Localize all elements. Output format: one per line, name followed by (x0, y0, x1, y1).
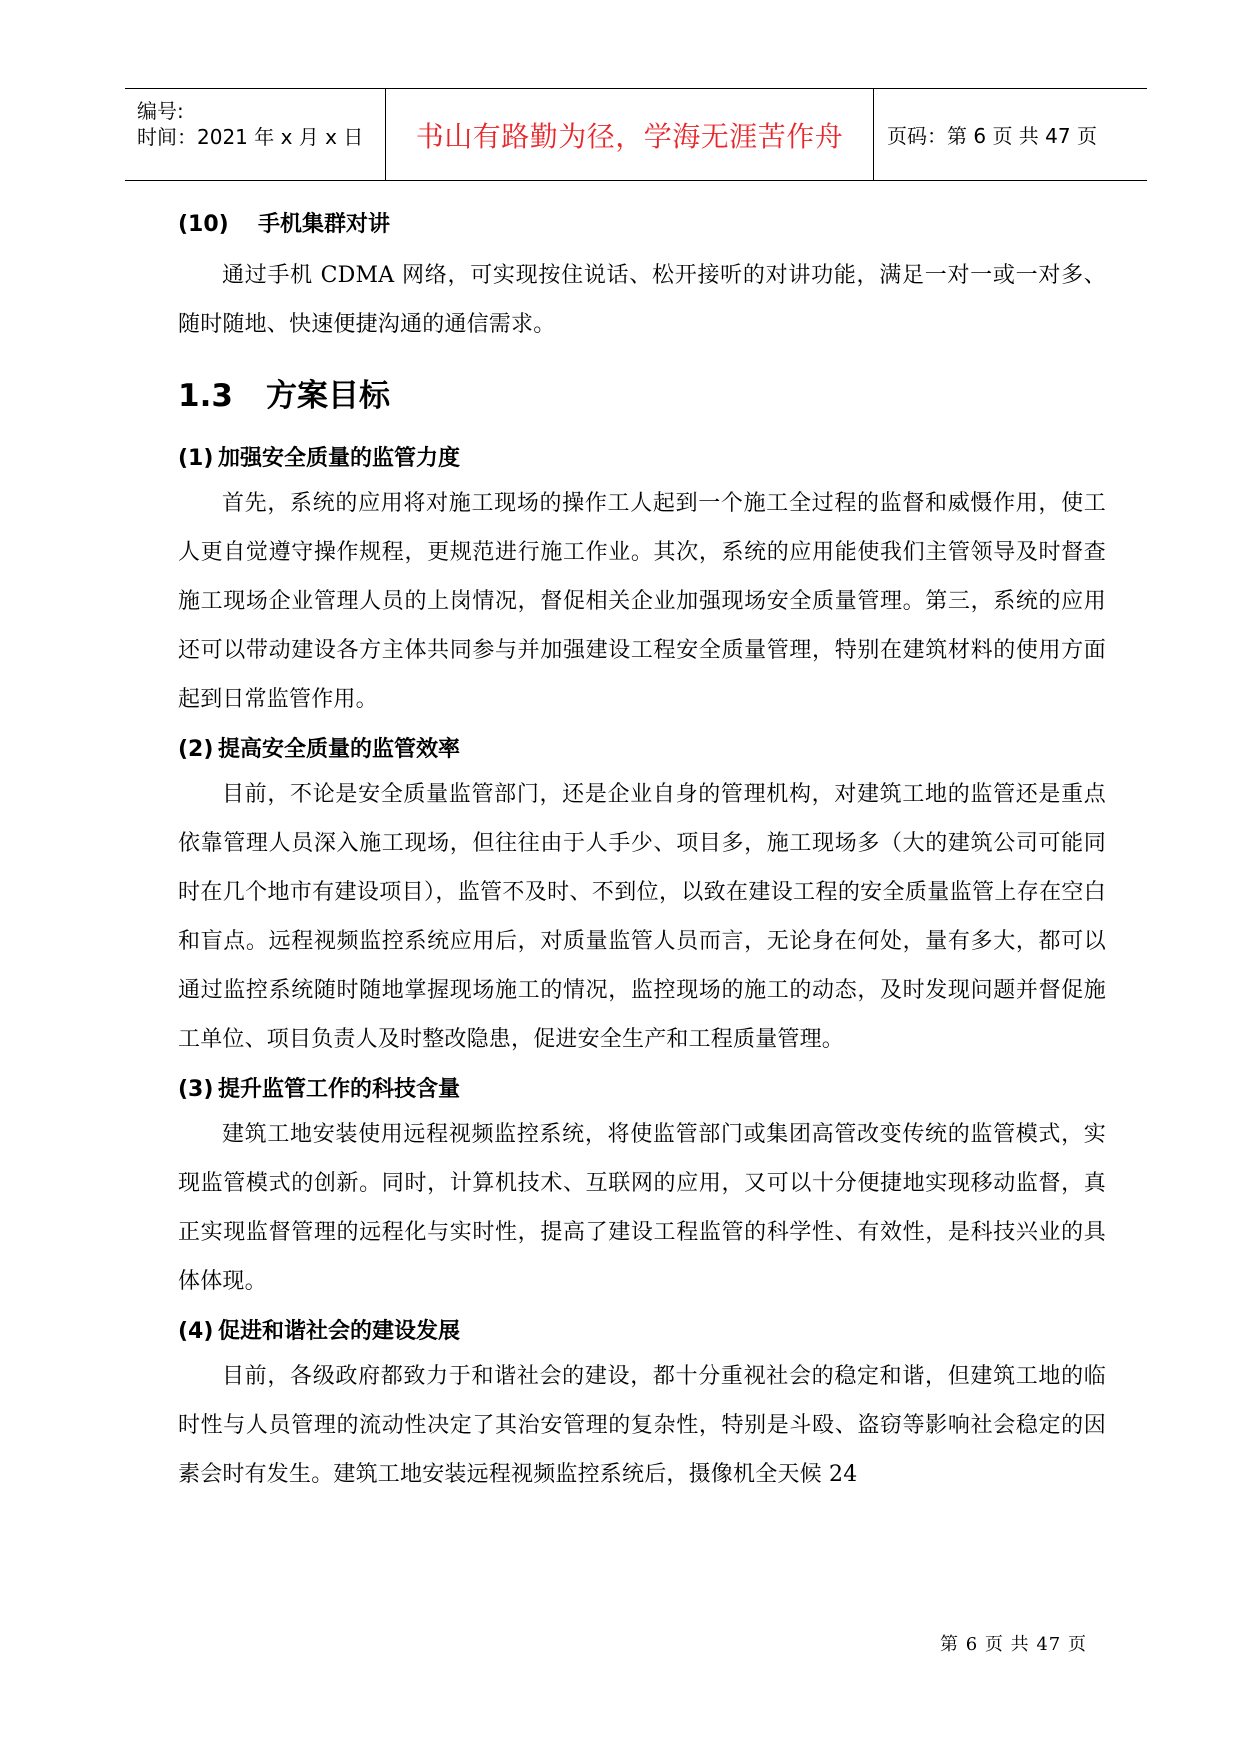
section-title: 加强安全质量的监管力度 (218, 446, 461, 471)
section-heading (178, 1312, 1106, 1352)
section-body: 通过手机 CDMA 网络，可实现按住说话、松开接听的对讲功能，满足一对一或一对多、随时随地、快速便捷沟通的通信需求。 (178, 263, 1106, 337)
section-heading (178, 439, 1106, 479)
section-number: (10) (178, 212, 229, 237)
section-number: (4) (178, 1319, 214, 1344)
chapter-heading (178, 373, 1106, 419)
section-title: 促进和谐社会的建设发展 (218, 1319, 461, 1344)
section-body: 建筑工地安装使用远程视频监控系统，将使监管部门或集团高管改变传统的监管模式，实现监管模式的创新。同时，计算机技术、互联网的应用，又可以十分便捷地实现移动监督，真正实现监督管理的远程化与实时性，提高了建设工程监管的科学性、有效性，是科技兴业的具体体现。 (178, 1122, 1106, 1294)
header-page-info: 页码：第 6 页 共 47 页 (887, 124, 1097, 148)
chapter-title: 方案目标 (266, 378, 390, 414)
section-heading (178, 1070, 1106, 1110)
header-page-cell (874, 89, 1147, 180)
section-body: 目前，各级政府都致力于和谐社会的建设，都十分重视社会的稳定和谐，但建筑工地的临时性与人员管理的流动性决定了其治安管理的复杂性，特别是斗殴、盗窃等影响社会稳定的因素会时有发生。建筑工地安装远程视频监控系统后，摄像机全天候 24 (178, 1364, 1106, 1487)
section-body: 首先，系统的应用将对施工现场的操作工人起到一个施工全过程的监督和威慑作用，使工人更自觉遵守操作规程，更规范进行施工作业。其次，系统的应用能使我们主管领导及时督查施工现场企业管理人员的上岗情况，督促相关企业加强现场安全质量管理。第三，系统的应用还可以带动建设各方主体共同参与并加强建设工程安全质量管理，特别在建筑材料的使用方面起到日常监管作用。 (178, 491, 1106, 712)
section-title: 手机集群对讲 (258, 212, 391, 237)
section-heading (178, 730, 1106, 770)
section-number: (3) (178, 1077, 214, 1102)
header-info-cell (125, 89, 386, 180)
section-number: (1) (178, 446, 214, 471)
goal-section-4 (178, 1312, 1106, 1499)
goal-section-2 (178, 730, 1106, 1064)
header-motto-cell (386, 89, 874, 180)
section-title: 提升监管工作的科技含量 (218, 1077, 461, 1102)
intro-section (178, 205, 1106, 349)
page-content (178, 205, 1106, 1499)
document-time-label: 时间：2021 年 x 月 x 日 (137, 125, 364, 149)
chapter-number: 1.3 (178, 378, 233, 414)
header-table (125, 88, 1147, 181)
goal-section-3 (178, 1070, 1106, 1306)
section-number: (2) (178, 737, 214, 762)
header-motto: 书山有路勤为径，学海无涯苦作舟 (415, 119, 844, 153)
section-title: 提高安全质量的监管效率 (218, 737, 461, 762)
page-footer: 第 6 页 共 47 页 (940, 1634, 1087, 1655)
goal-section-1 (178, 439, 1106, 724)
section-body: 目前，不论是安全质量监管部门，还是企业自身的管理机构，对建筑工地的监管还是重点依靠管理人员深入施工现场，但往往由于人手少、项目多，施工现场多（大的建筑公司可能同时在几个地市有建设项目），监管不及时、不到位，以致在建设工程的安全质量监管上存在空白和盲点。远程视频监控系统应用后，对质量监管人员而言，无论身在何处，量有多大，都可以通过监控系统随时随地掌握现场施工的情况，监控现场的施工的动态，及时发现问题并督促施工单位、项目负责人及时整改隐患，促进安全生产和工程质量管理。 (178, 782, 1106, 1052)
section-heading (178, 205, 1106, 245)
document-number-label: 编号: (137, 99, 184, 123)
